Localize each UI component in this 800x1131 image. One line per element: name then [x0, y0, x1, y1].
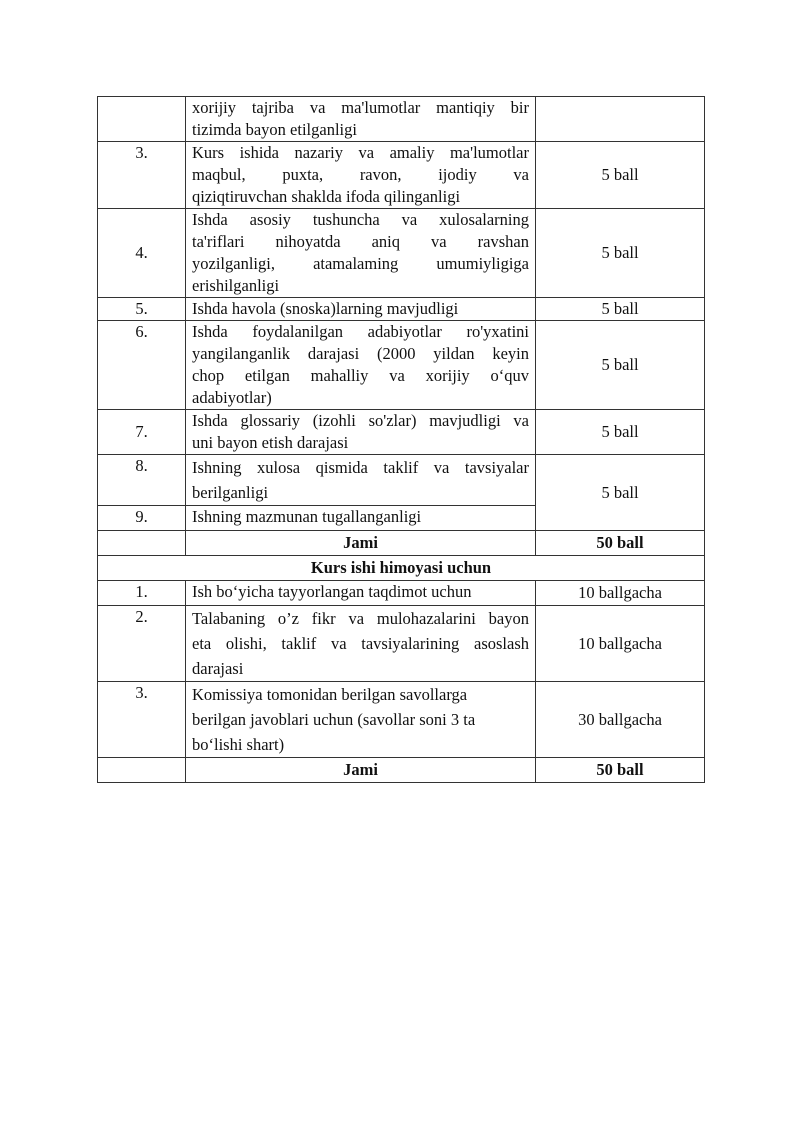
- table-row: [98, 581, 705, 606]
- row-number: 4.: [98, 209, 186, 298]
- criterion-text: Ishda asosiy tushuncha va xulosalarning ta'riflari nihoyatda aniq va ravshan yozilganligi, atamalaming umumiyligiga erishilganligi: [186, 209, 536, 298]
- criterion-text: Ishda glossariy (izohli so'zlar) mavjudligi va uni bayon etish darajasi: [186, 410, 536, 455]
- table-row: [98, 606, 705, 682]
- row-number: 8.: [98, 455, 186, 506]
- row-number: 7.: [98, 410, 186, 455]
- total-label: Jami: [186, 531, 536, 556]
- criterion-text: Talabaning o’z fikr va mulohazalarini bayon eta olishi, taklif va tavsiyalarining asoslash darajasi: [186, 606, 536, 682]
- total-row: [98, 531, 705, 556]
- table-row: [98, 298, 705, 321]
- criterion-score: 5 ball: [536, 142, 705, 209]
- row-number: 3.: [98, 142, 186, 209]
- table-row: [98, 455, 705, 506]
- row-number: [98, 97, 186, 142]
- criterion-score: [536, 97, 705, 142]
- table-row: [98, 321, 705, 410]
- section-title: Kurs ishi himoyasi uchun: [98, 556, 705, 581]
- criterion-score: 5 ball: [536, 298, 705, 321]
- empty-cell: [98, 531, 186, 556]
- criterion-text: Kurs ishida nazariy va amaliy ma'lumotlar maqbul, puxta, ravon, ijodiy va qiziqtiruvchan shaklda ifoda qilinganligi: [186, 142, 536, 209]
- table-row: [98, 142, 705, 209]
- criterion-text: Ish bo‘yicha tayyorlangan taqdimot uchun: [186, 581, 536, 606]
- section-header-row: [98, 556, 705, 581]
- row-number: 3.: [98, 682, 186, 758]
- row-number: 9.: [98, 506, 186, 531]
- criterion-text: xorijiy tajriba va ma'lumotlar mantiqiy bir tizimda bayon etilganligi: [186, 97, 536, 142]
- table-row: [98, 682, 705, 758]
- criterion-text: Ishda foydalanilgan adabiyotlar ro'yxatini yangilanganlik darajasi (2000 yildan keyin chop etilgan mahalliy va xorijiy o‘quv adabiyotlar): [186, 321, 536, 410]
- grading-table: [97, 96, 705, 783]
- table-row: [98, 97, 705, 142]
- criterion-text: Ishning xulosa qismida taklif va tavsiyalar berilganligi: [186, 455, 536, 506]
- total-value: 50 ball: [536, 758, 705, 783]
- criterion-score: 30 ballgacha: [536, 682, 705, 758]
- criterion-score: 5 ball: [536, 209, 705, 298]
- row-number: 5.: [98, 298, 186, 321]
- criterion-score: 5 ball: [536, 410, 705, 455]
- empty-cell: [98, 758, 186, 783]
- row-number: 6.: [98, 321, 186, 410]
- criterion-score: 10 ballgacha: [536, 606, 705, 682]
- criterion-score: 5 ball: [536, 321, 705, 410]
- criterion-text: Ishda havola (snoska)larning mavjudligi: [186, 298, 536, 321]
- table-row: [98, 410, 705, 455]
- criterion-text: Ishning mazmunan tugallanganligi: [186, 506, 536, 531]
- criterion-text: Komissiya tomonidan berilgan savollarga berilgan javoblari uchun (savollar soni 3 ta bo‘lishi shart): [186, 682, 536, 758]
- row-number: 2.: [98, 606, 186, 682]
- row-number: 1.: [98, 581, 186, 606]
- criterion-score: 5 ball: [536, 455, 705, 531]
- total-label: Jami: [186, 758, 536, 783]
- criterion-score: 10 ballgacha: [536, 581, 705, 606]
- total-value: 50 ball: [536, 531, 705, 556]
- total-row: [98, 758, 705, 783]
- table-row: [98, 209, 705, 298]
